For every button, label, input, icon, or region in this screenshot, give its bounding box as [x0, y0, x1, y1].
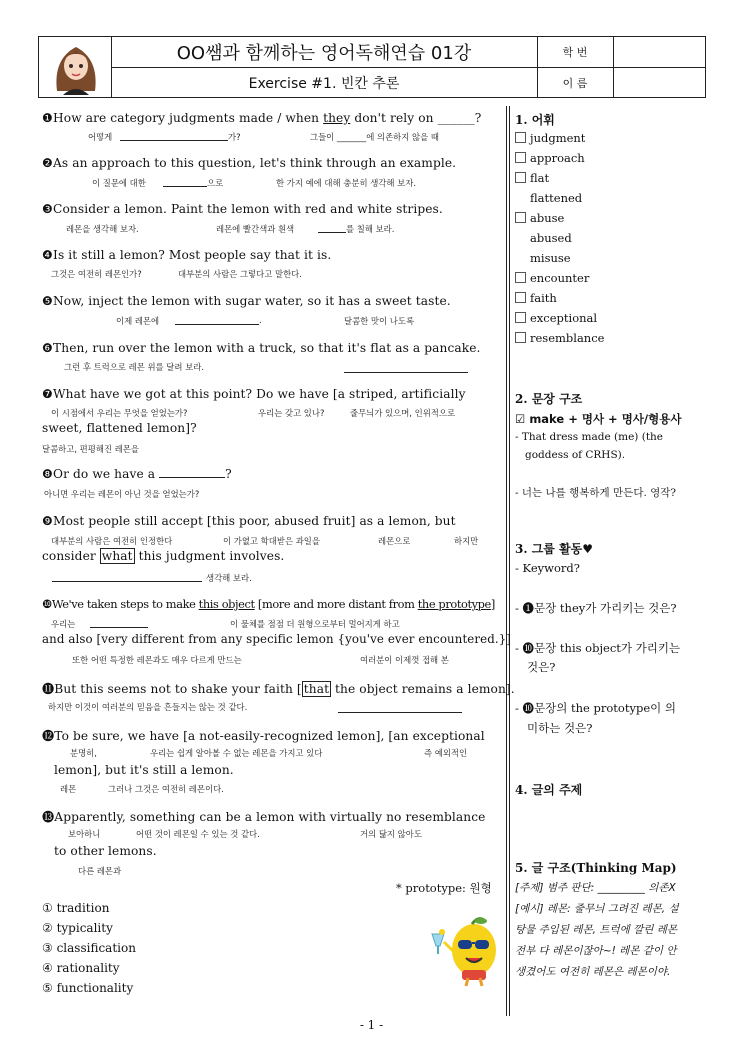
- sentence-1: ❶How are category judgments made / when they don't rely on ______?: [42, 111, 482, 125]
- vocab-item[interactable]: encounter: [515, 271, 589, 285]
- checkbox-icon[interactable]: [515, 152, 526, 163]
- option-2[interactable]: ② typicality: [42, 921, 113, 935]
- thinking-map-line: 생겼어도 여전히 레몬은 레몬이야.: [515, 966, 671, 978]
- sentence-12: ⓬To be sure, we have [a not-easily-recognized lemon], [an exceptional: [42, 729, 485, 743]
- vocab-item[interactable]: approach: [515, 151, 585, 165]
- thinking-map-line: 탕물 주입된 레몬, 트럭에 깔린 레몬: [515, 924, 678, 936]
- structure-heading: 2. 문장 구조: [515, 392, 583, 406]
- vocab-heading: 1. 어휘: [515, 113, 555, 127]
- blank[interactable]: [163, 176, 207, 187]
- checkbox-icon[interactable]: [515, 172, 526, 183]
- vocab-item[interactable]: abuse: [515, 211, 564, 225]
- checkbox-icon[interactable]: [515, 212, 526, 223]
- thinking-map-heading: 5. 글 구조(Thinking Map): [515, 861, 677, 875]
- checkbox-icon[interactable]: [515, 292, 526, 303]
- page-subtitle: Exercise #1. 빈칸 추론: [248, 75, 400, 92]
- sentence-5: ❺Now, inject the lemon with sugar water, so it has a sweet taste.: [42, 294, 451, 308]
- option-5[interactable]: ⑤ functionality: [42, 981, 134, 995]
- thinking-map-line: [주제] 범주 판단: _________ 의존X: [515, 882, 676, 894]
- structure-example-2: - 너는 나를 행복하게 만든다. 영작?: [515, 487, 677, 499]
- option-1[interactable]: ① tradition: [42, 901, 110, 915]
- structure-example-1: - That dress made (me) (the: [515, 431, 664, 443]
- vocab-item: misuse: [530, 251, 571, 265]
- thinking-map-line: [예시] 레몬: 줄무늬 그려진 레몬, 설: [515, 903, 679, 915]
- student-name-field[interactable]: [614, 68, 706, 98]
- sentence-11: ⓫But this seems not to shake your faith [ that the object remains a lemon].: [42, 682, 515, 696]
- vocab-item: abused: [530, 231, 572, 245]
- student-number-label: 학 번: [562, 46, 588, 59]
- option-4[interactable]: ④ rationality: [42, 961, 120, 975]
- student-name-label: 이 름: [562, 76, 588, 90]
- checkbox-icon[interactable]: [515, 332, 526, 343]
- keyword-prompt: - Keyword?: [515, 561, 580, 575]
- footnote: * prototype: 원형: [396, 881, 492, 895]
- sentence-10: ❿We've taken steps to make this object [more and more distant from the prototype]: [42, 597, 495, 611]
- vocab-item[interactable]: judgment: [515, 131, 585, 145]
- blank[interactable]: [120, 130, 228, 141]
- checkbox-icon[interactable]: [515, 312, 526, 323]
- header-table: [38, 36, 706, 98]
- column-divider: [506, 106, 507, 1016]
- sentence-13: ⓭Apparently, something can be a lemon with virtually no resemblance: [42, 810, 486, 824]
- question-1: - ❶문장 they가 가리키는 것은?: [515, 601, 677, 615]
- blank[interactable]: [318, 222, 346, 233]
- checkbox-icon[interactable]: [515, 272, 526, 283]
- question-2: - ❿문장 this object가 가리키는: [515, 641, 681, 655]
- sentence-7: ❼What have we got at this point? Do we have [a striped, artificially: [42, 387, 466, 401]
- vocab-item[interactable]: exceptional: [515, 311, 597, 325]
- option-3[interactable]: ③ classification: [42, 941, 136, 955]
- blank[interactable]: [175, 314, 259, 325]
- vocab-item[interactable]: resemblance: [515, 331, 604, 345]
- checkbox-icon[interactable]: [515, 132, 526, 143]
- sentence-6: ❻Then, run over the lemon with a truck, so that it's flat as a pancake.: [42, 341, 481, 355]
- sentence-8: ❽Or do we have a ?: [42, 467, 232, 481]
- structure-rule: ☑ make + 명사 + 명사/형용사: [515, 412, 682, 426]
- topic-heading: 4. 글의 주제: [515, 783, 583, 797]
- vocab-item[interactable]: faith: [515, 291, 557, 305]
- thinking-map-line: 전부 다 레몬이잖아~! 레몬 같이 안: [515, 945, 677, 957]
- page-title: OO쌤과 함께하는 영어독해연습 01강: [176, 43, 472, 64]
- group-heading: 3. 그룹 활동♥: [515, 542, 594, 556]
- lemon-mascot-icon: [428, 912, 504, 988]
- sentence-9: ❾Most people still accept [this poor, abused fruit] as a lemon, but: [42, 514, 456, 528]
- blank[interactable]: [90, 617, 148, 628]
- sentence-2: ❷As an approach to this question, let's think through an example.: [42, 156, 457, 170]
- teacher-avatar: [47, 39, 105, 96]
- sentence-3: ❸Consider a lemon. Paint the lemon with red and white stripes.: [42, 202, 443, 216]
- page-number: - 1 -: [359, 1018, 384, 1032]
- blank[interactable]: [344, 362, 468, 373]
- student-number-field[interactable]: [614, 37, 706, 67]
- vocab-item[interactable]: flat: [515, 171, 549, 185]
- vocab-item: flattened: [530, 191, 583, 205]
- blank[interactable]: [338, 702, 462, 713]
- question-3: - ❿문장의 the prototype이 의: [515, 701, 676, 715]
- sentence-4: ❹Is it still a lemon? Most people say that it is.: [42, 248, 332, 262]
- blank[interactable]: [52, 571, 202, 582]
